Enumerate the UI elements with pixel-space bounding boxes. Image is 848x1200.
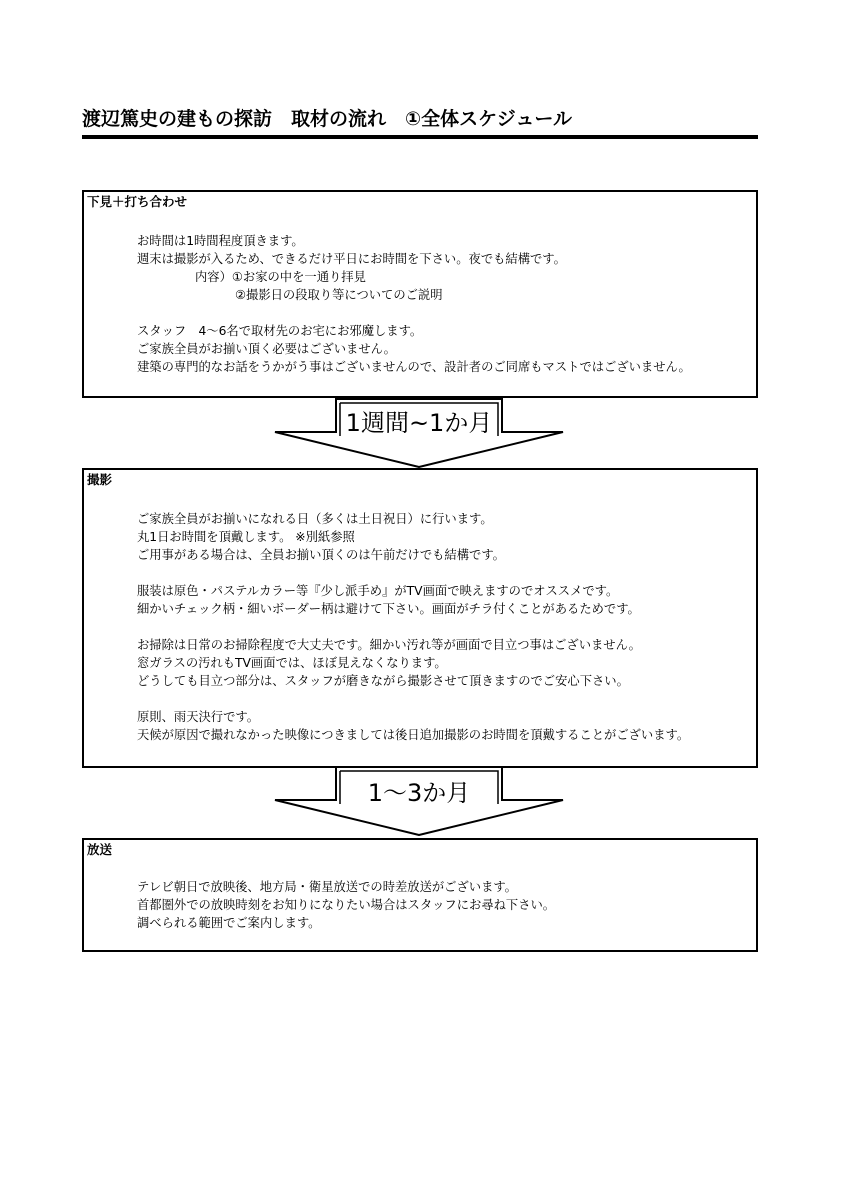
page-title: 渡辺篤史の建もの探訪 取材の流れ ①全体スケジュール xyxy=(82,108,572,130)
text-line: ご用事がある場合は、全員お揃い頂くのは午前だけでも結構です。 xyxy=(137,548,505,562)
text-line: 原則、雨天決行です。 xyxy=(137,710,259,724)
section-label: 撮影 xyxy=(87,472,113,487)
section-label: 放送 xyxy=(87,842,113,857)
down-arrow-icon xyxy=(274,766,564,836)
text-line: 服装は原色・パステルカラー等『少し派手め』がTV画面で映えますのでオススメです。 xyxy=(137,584,619,598)
text-line: テレビ朝日で放映後、地方局・衛星放送での時差放送がございます。 xyxy=(137,880,517,894)
section-preliminary-visit xyxy=(82,190,758,398)
text-line: 窓ガラスの汚れもTV画面では、ほぼ見えなくなります。 xyxy=(137,656,447,670)
text-line: どうしても目立つ部分は、スタッフが磨きながら撮影させて頂きますのでご安心下さい。 xyxy=(137,674,629,688)
section-label: 下見＋打ち合わせ xyxy=(87,194,188,209)
text-line: 週末は撮影が入るため、できるだけ平日にお時間を下さい。夜でも結構です。 xyxy=(137,252,566,266)
text-line: 天候が原因で撮れなかった映像につきましては後日追加撮影のお時間を頂戴することがございます。 xyxy=(137,728,690,742)
text-line: 首都圏外での放映時刻をお知りになりたい場合はスタッフにお尋ね下さい。 xyxy=(137,898,556,912)
text-line: 丸1日お時間を頂戴します。 ※別紙参照 xyxy=(137,530,355,544)
text-line: 内容）①お家の中を一通り拝見 xyxy=(195,270,366,284)
text-line: 細かいチェック柄・細いボーダー柄は避けて下さい。画面がチラ付くことがあるためです。 xyxy=(137,602,640,616)
title-underline xyxy=(82,135,758,139)
text-line: お掃除は日常のお掃除程度で大丈夫です。細かい汚れ等が画面で目立つ事はございません。 xyxy=(137,638,641,652)
arrow-label: 1週間~1か月 xyxy=(345,409,493,437)
text-line: お時間は1時間程度頂きます。 xyxy=(137,234,304,248)
text-line: 調べられる範囲でご案内します。 xyxy=(137,916,321,930)
text-line: スタッフ 4～6名で取材先のお宅にお邪魔します。 xyxy=(137,324,423,338)
text-line: 建築の専門的なお話をうかがう事はございませんので、設計者のご同席もマストではございません。 xyxy=(137,360,691,374)
arrow-label: 1～3か月 xyxy=(367,779,471,807)
text-line: ご家族全員がお揃いになれる日（多くは土日祝日）に行います。 xyxy=(137,512,493,526)
section-broadcast xyxy=(82,838,758,952)
section-shooting xyxy=(82,468,758,768)
text-line: ご家族全員がお揃い頂く必要はございません。 xyxy=(137,342,396,356)
text-line: ②撮影日の段取り等についてのご説明 xyxy=(235,288,443,302)
down-arrow-icon xyxy=(274,398,564,468)
